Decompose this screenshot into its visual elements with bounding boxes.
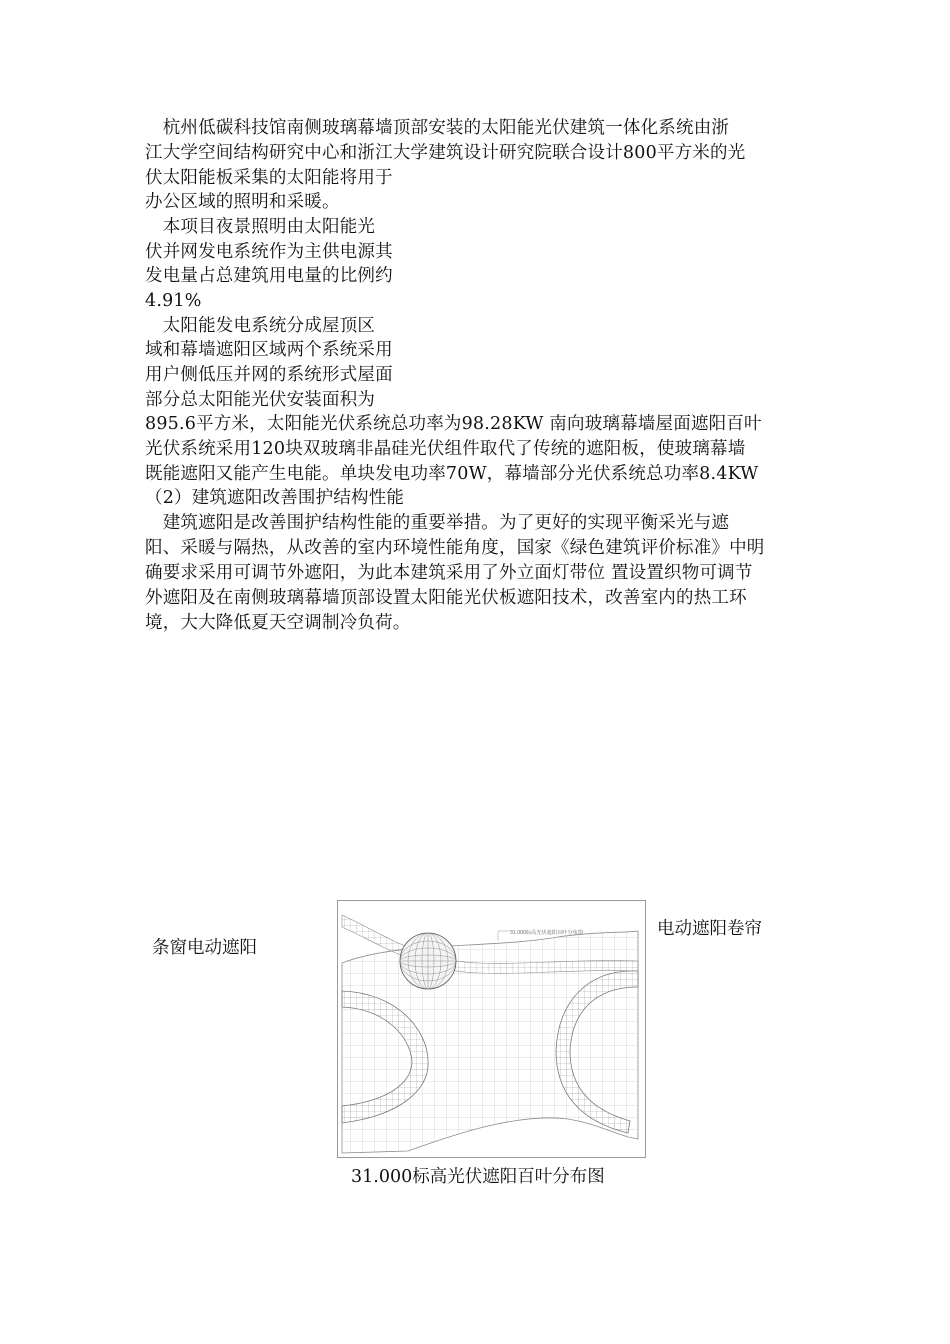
drawing-inner-title: 31.000标高光伏遮阳百叶分布图 bbox=[510, 930, 583, 936]
figure-caption: 31.000标高光伏遮阳百叶分布图 bbox=[351, 1167, 605, 1187]
louver-drawing-svg bbox=[338, 901, 645, 1157]
louver-layout-drawing bbox=[337, 900, 646, 1158]
paragraph-line: 光伏系统采用120块双玻璃非晶硅光伏组件取代了传统的遮阳板，使玻璃幕墙 bbox=[145, 439, 746, 459]
paragraph-line: 杭州低碳科技馆南侧玻璃幕墙顶部安装的太阳能光伏建筑一体化系统由浙 bbox=[145, 118, 730, 138]
section-heading: （2）建筑遮阳改善围护结构性能 bbox=[145, 488, 405, 508]
paragraph-line: 太阳能发电系统分成屋顶区 bbox=[145, 316, 376, 336]
paragraph-line: 域和幕墙遮阳区域两个系统采用 bbox=[145, 340, 393, 360]
paragraph-line: 发电量占总建筑用电量的比例约 bbox=[145, 266, 393, 286]
paragraph-line: 阳、采暖与隔热，从改善的室内环境性能角度，国家《绿色建筑评价标准》中明 bbox=[145, 538, 765, 558]
paragraph-line: 外遮阳及在南侧玻璃幕墙顶部设置太阳能光伏板遮阳技术，改善室内的热工环 bbox=[145, 588, 747, 608]
paragraph-line: 既能遮阳又能产生电能。单块发电功率70W，幕墙部分光伏系统总功率8.4KW bbox=[145, 464, 759, 484]
paragraph-line: 确要求采用可调节外遮阳，为此本建筑采用了外立面灯带位 置设置织物可调节 bbox=[145, 563, 753, 583]
paragraph-line: 用户侧低压并网的系统形式屋面 bbox=[145, 365, 393, 385]
paragraph-line: 江大学空间结构研究中心和浙江大学建筑设计研究院联合设计800平方米的光 bbox=[145, 143, 746, 163]
paragraph-line: 建筑遮阳是改善围护结构性能的重要举措。为了更好的实现平衡采光与遮 bbox=[145, 513, 730, 533]
paragraph-line: 895.6平方米，太阳能光伏系统总功率为98.28KW 南向玻璃幕墙屋面遮阳百叶 bbox=[145, 414, 762, 434]
paragraph-line: 办公区域的照明和采暖。 bbox=[145, 192, 340, 212]
paragraph-line: 伏太阳能板采集的太阳能将用于 bbox=[145, 168, 393, 188]
right-figure-label: 电动遮阳卷帘 bbox=[657, 919, 762, 939]
paragraph-line: 本项目夜景照明由太阳能光 bbox=[145, 217, 376, 237]
paragraph-line: 伏并网发电系统作为主供电源其 bbox=[145, 242, 393, 262]
paragraph-line: 部分总太阳能光伏安装面积为 bbox=[145, 390, 376, 410]
annotation-leader bbox=[498, 931, 510, 941]
paragraph-line: 4.91% bbox=[145, 291, 202, 311]
left-figure-label: 条窗电动遮阳 bbox=[152, 938, 257, 958]
paragraph-line: 境，大大降低夏天空调制冷负荷。 bbox=[145, 613, 411, 633]
sphere-structure bbox=[400, 933, 456, 989]
